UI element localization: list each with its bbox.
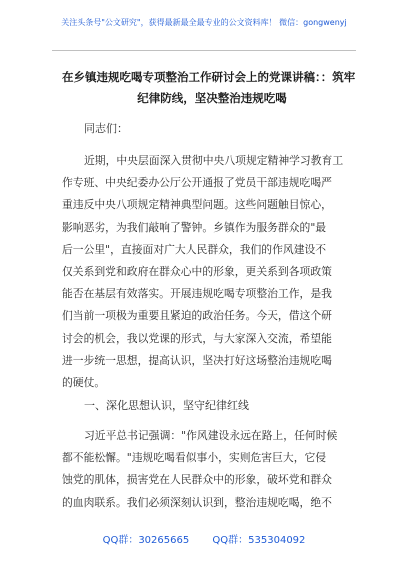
salutation: 同志们： bbox=[84, 122, 128, 135]
paragraph-line: 影响恶劣，为我们敲响了警钟。乡镇作为服务群众的"最 bbox=[62, 220, 327, 234]
paragraph-line: 重违反中央八项规定精神典型问题。这些问题触目惊心， bbox=[62, 198, 332, 212]
paragraph-1 bbox=[62, 150, 352, 394]
paragraph-line: 近期，中央层面深入贯彻中央八项规定精神学习教育工 bbox=[84, 154, 344, 167]
paragraph-line: 进一步统一思想，提高认识，坚决打好这场整治违规吃喝 bbox=[62, 353, 332, 367]
footer-qq-group-2: QQ群：535304092 bbox=[212, 535, 306, 546]
header-divider bbox=[52, 50, 356, 51]
paragraph-line: 仅关系到党和政府在群众心中的形象，更关系到各项政策 bbox=[62, 265, 332, 279]
paragraph-line: 的硬仗。 bbox=[62, 376, 106, 390]
footer bbox=[0, 531, 408, 546]
paragraph-line: 们当前一项极为重要且紧迫的政治任务。今天，借这个研 bbox=[62, 309, 332, 323]
paragraph-line: 讨会的机会，我以党课的形式，与大家深入交流，希望能 bbox=[62, 331, 332, 345]
paragraph-line: 作专班、中央纪委办公厅公开通报了党员干部违规吃喝严 bbox=[62, 176, 332, 190]
document-title bbox=[62, 67, 362, 109]
paragraph-line: 蚀党的肌体，损害党在人民群众中的形象，破坏党和群众 bbox=[62, 473, 332, 487]
paragraph-line: 的血肉联系。我们必须深刻认识到，整治违规吃喝，绝不 bbox=[62, 495, 332, 509]
section-heading-1: 一、深化思想认识，坚守纪律红线 bbox=[84, 399, 249, 412]
paragraph-line: 都不能松懈。"违规吃喝看似事小，实则危害巨大，它侵 bbox=[62, 451, 327, 465]
paragraph-2 bbox=[62, 425, 352, 514]
top-notice: 关注头条号"公文研究"，获得最新最全最专业的公文资料库！ 微信：gongwenyj bbox=[61, 18, 347, 27]
footer-qq-group-1: QQ群：30265665 bbox=[102, 535, 190, 546]
paragraph-line: 能否在基层有效落实。开展违规吃喝专项整治工作，是我 bbox=[62, 287, 332, 301]
title-line-2: 纪律防线，坚决整治违规吃喝 bbox=[137, 91, 287, 105]
paragraph-line: 后一公里"，直接面对广大人民群众，我们的作风建设不 bbox=[62, 242, 327, 256]
paragraph-line: 习近平总书记强调："作风建设永远在路上，任何时候 bbox=[84, 429, 338, 442]
title-line-1: 在乡镇违规吃喝专项整治工作研讨会上的党课讲稿：：筑牢 bbox=[62, 70, 356, 84]
